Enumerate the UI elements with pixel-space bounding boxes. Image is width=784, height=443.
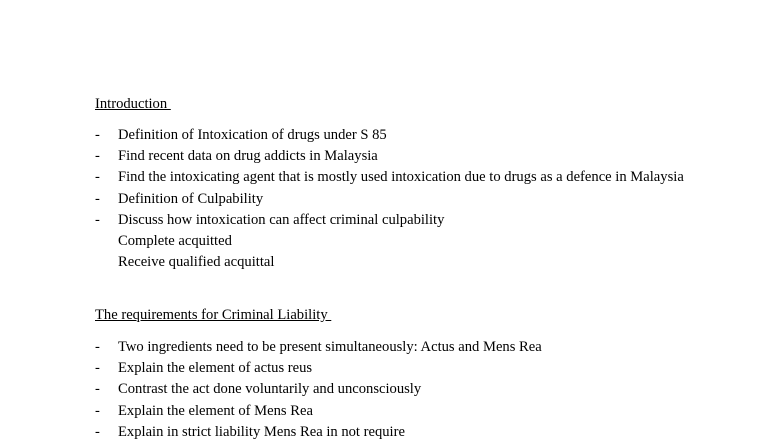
list-item xyxy=(95,401,695,422)
list-item xyxy=(95,146,695,167)
list-item xyxy=(95,167,695,188)
list-item xyxy=(95,210,695,231)
list-item-text: Definition of Culpability xyxy=(118,190,264,207)
list-item-text: Explain the element of actus reus xyxy=(118,360,313,377)
bullet: - xyxy=(95,381,100,398)
bullet: - xyxy=(95,423,100,440)
bullet: - xyxy=(95,148,100,165)
list-item-text: Explain the element of Mens Rea xyxy=(118,402,313,419)
bullet: - xyxy=(95,339,100,355)
introduction-list xyxy=(95,125,695,273)
bullet: - xyxy=(95,190,100,207)
list-item-text: Contrast the act done voluntarily and unconsciously xyxy=(118,381,422,398)
list-item-text: Definition of Intoxication of drugs under S 85 xyxy=(118,127,387,143)
list-item-text: Two ingredients need to be present simultaneously: Actus and Mens Rea xyxy=(118,339,542,355)
list-item-text: Find recent data on drug addicts in Malaysia xyxy=(118,148,378,165)
bullet: - xyxy=(95,402,100,419)
sub-item: Complete acquitted xyxy=(118,233,232,250)
section-heading-requirements: The requirements for Criminal Liability xyxy=(95,307,332,323)
requirements-list xyxy=(95,337,695,443)
bullet: - xyxy=(95,360,100,377)
list-item xyxy=(95,422,695,443)
list-item xyxy=(95,337,695,358)
section-heading-introduction: Introduction xyxy=(95,96,171,112)
list-item xyxy=(95,189,695,210)
bullet: - xyxy=(95,127,100,143)
list-item xyxy=(95,379,695,400)
list-item-text: Find the intoxicating agent that is mostly used intoxication due to drugs as a defence in Malaysia xyxy=(118,169,684,186)
list-item xyxy=(95,125,695,146)
sub-item: Receive qualified acquittal xyxy=(118,254,275,271)
bullet: - xyxy=(95,211,100,228)
bullet: - xyxy=(95,169,100,186)
list-item-text: Explain in strict liability Mens Rea in not require xyxy=(118,423,405,440)
list-item-text: Discuss how intoxication can affect criminal culpability xyxy=(118,211,445,228)
list-item xyxy=(95,358,695,379)
